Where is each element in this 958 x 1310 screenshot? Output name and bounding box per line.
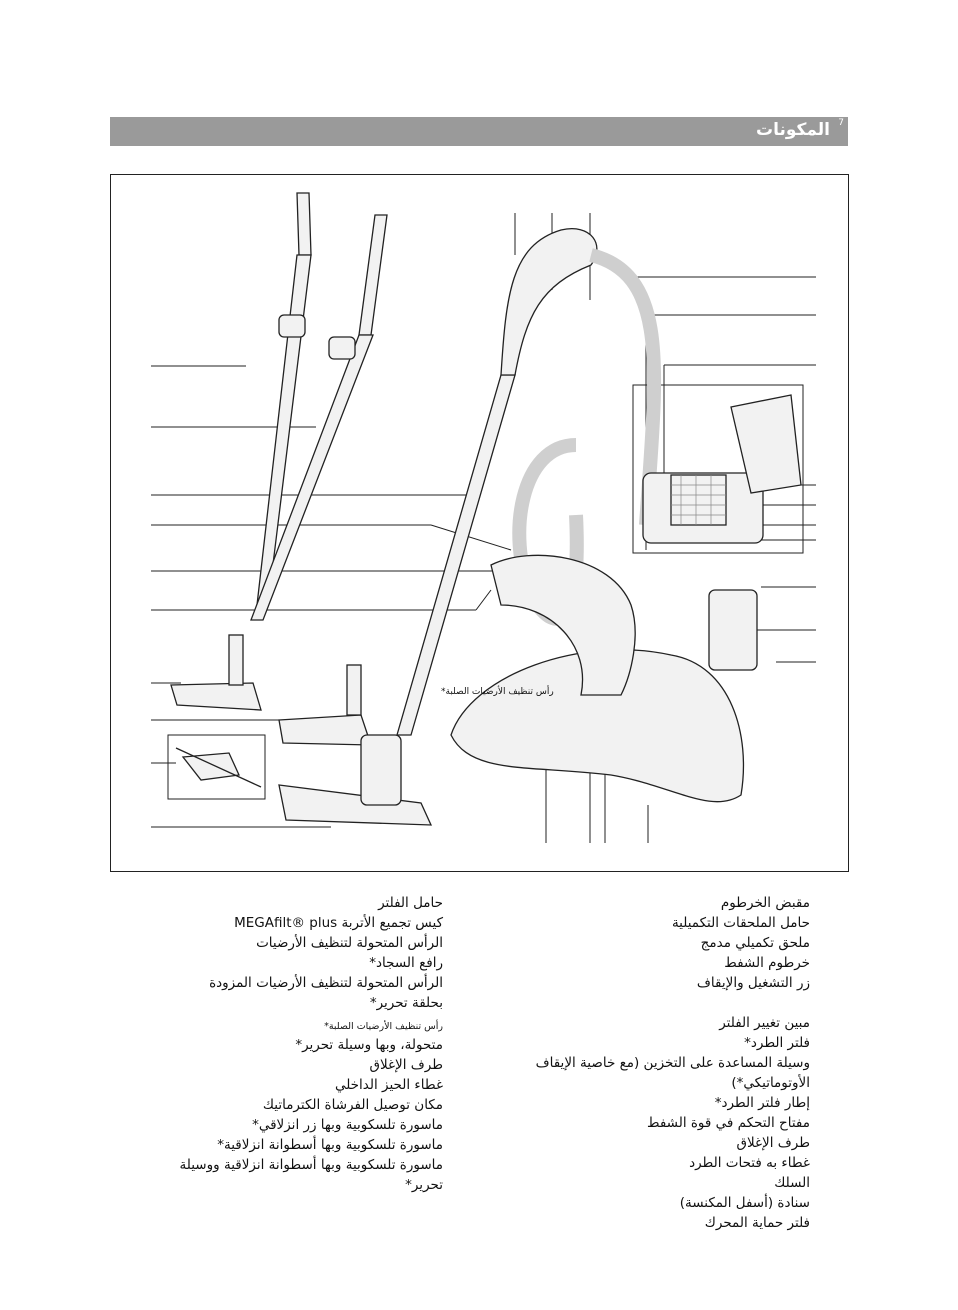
list-item: متحولة، وبها وسيلة تحرير*	[295, 1037, 443, 1053]
section-title: المكونات	[755, 120, 830, 140]
diagram-illustration	[111, 175, 848, 871]
header-mark: 7	[838, 118, 844, 128]
list-item: بحلقة تحرير*	[369, 995, 443, 1011]
list-item: حامل الفلتر	[378, 895, 443, 911]
list-item: مقبض الخرطوم	[720, 895, 810, 911]
list-item: كيس تجميع الأتربة MEGAfilt® plus	[234, 915, 443, 931]
list-item: مبين تغيير الفلتر	[719, 1015, 810, 1031]
list-item: السلك	[774, 1175, 810, 1191]
list-item: مفتاح التحكم في قوة الشفط	[647, 1115, 810, 1131]
list-item: طرف الإغلاق	[369, 1057, 443, 1073]
parts-list-left	[180, 893, 443, 1195]
floor-nozzle-note: رأس تنظيف الأرضيات الصلبة*	[441, 687, 554, 697]
list-item: سنادة (أسفل المكنسة)	[679, 1195, 810, 1211]
list-item: رأس تنظيف الأرضيات الصلبة*	[324, 1021, 443, 1032]
list-item: ماسورة تلسكوبية وبها زر انزلاقي*	[252, 1117, 443, 1133]
list-item: طرف الإغلاق	[736, 1135, 810, 1151]
list-item: تحرير*	[405, 1177, 443, 1193]
list-item: الأوتوماتيكي*)	[731, 1075, 810, 1091]
list-item: فلتر الطرد*	[744, 1035, 810, 1051]
list-item: زر التشغيل والإيقاف	[696, 975, 810, 991]
parts-list-right	[536, 893, 810, 1233]
list-item: غطاء به فتحات الطرد	[689, 1155, 810, 1171]
list-item: وسيلة المساعدة على التخزين (مع خاصية الإيقاف	[535, 1055, 810, 1071]
list-item: ماسورة تلسكوبية وبها أسطوانة انزلاقية*	[217, 1137, 443, 1153]
list-item: فلتر حماية المحرك	[704, 1215, 810, 1231]
list-item: ماسورة تلسكوبية وبها أسطوانة انزلاقية ووسيلة	[179, 1157, 443, 1173]
list-item: الرأس المتحولة لتنظيف الأرضيات المزودة	[209, 975, 443, 991]
list-item: غطاء الحيز الداخلي	[334, 1077, 443, 1093]
list-item: ملحق تكميلي مدمج	[700, 935, 810, 951]
list-item: إطار فلتر الطرد*	[714, 1095, 810, 1111]
section-header-bar	[110, 117, 848, 146]
list-item: خرطوم الشفط	[724, 955, 810, 971]
list-item: الرأس المتحولة لتنظيف الأرضيات	[256, 935, 443, 951]
list-spacer	[536, 993, 810, 1013]
list-item: حامل الملحقات التكميلية	[671, 915, 810, 931]
list-item: مكان توصيل الفرشاة الكترماتيك	[262, 1097, 443, 1113]
vacuum-components-diagram	[110, 174, 849, 872]
list-item: رافع السجاد*	[369, 955, 443, 971]
